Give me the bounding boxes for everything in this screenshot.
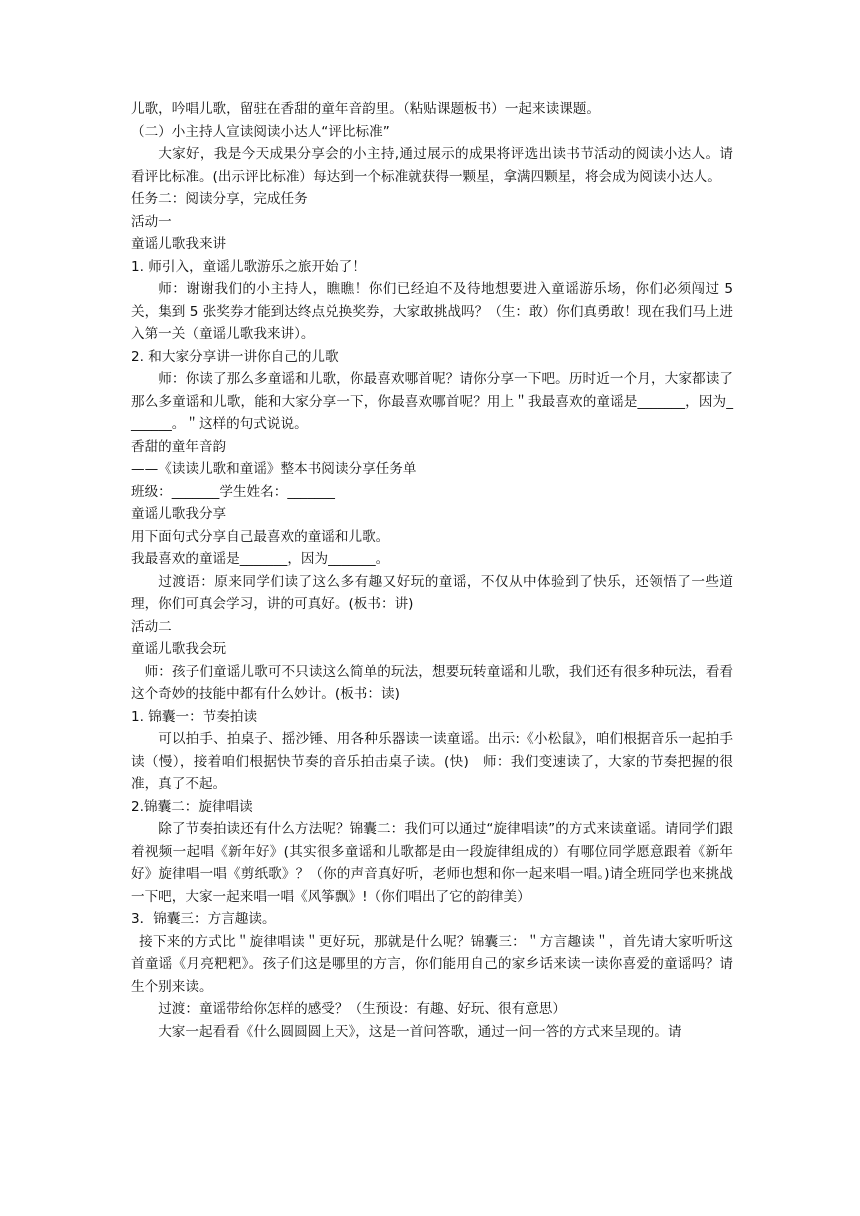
paragraph-8: 师：谢谢我们的小主持人，瞧瞧！你们已经迫不及待地想要进入童谣游乐场，你们必须闯过 5 关，集到 5 张奖券才能到达终点兑换奖券，大家敢挑战吗？（生：敢）你们真勇敢！现在我们马上进入第一关（童谣儿歌我来讲）。 <box>131 281 733 342</box>
paragraph-27: 过渡：童谣带给你怎样的感受？（生预设：有趣、好玩、很有意思） <box>158 1001 566 1017</box>
paragraph-4: 任务二：阅读分享，完成任务 <box>131 191 308 207</box>
paragraph-13: 班级：_______学生姓名：_______ <box>131 483 335 500</box>
paragraph-1: 儿歌，吟唱儿歌，留驻在香甜的童年音韵里。（粘贴课题板书）一起来读课题。 <box>131 101 600 117</box>
paragraph-21: 1. 锦囊一：节奏拍读 <box>131 708 258 725</box>
paragraph-10: 师：你读了那么多童谣和儿歌，你最喜欢哪首呢？请你分享一下吧。历时近一个月，大家都读了那么多童谣和儿歌，能和大家分享一下，你最喜欢哪首呢？用上＂我最喜欢的童谣是_______，因为_______。＂这样的句式说说。 <box>131 371 733 432</box>
paragraph-5: 活动一 <box>131 213 172 230</box>
paragraph-9: 2. 和大家分享讲一讲你自己的儿歌 <box>131 348 339 365</box>
paragraph-19: 童谣儿歌我会玩 <box>131 641 227 657</box>
document-page <box>131 98 733 1043</box>
paragraph-22: 可以拍手、拍桌子、摇沙锤、用各种乐器读一读童谣。出示:《小松鼠》，咱们根据音乐一起拍手读（慢），接着咱们根据快节奏的音乐拍击桌子读。(快) 师：我们变速读了，大家的节奏把握的很准，真了不起。 <box>131 731 733 792</box>
paragraph-7: 1. 师引入，童谣儿歌游乐之旅开始了！ <box>131 258 366 275</box>
paragraph-3: 大家好，我是今天成果分享会的小主持,通过展示的成果将评选出读书节活动的阅读小达人。请看评比标准。(出示评比标准）每达到一个标准就获得一颗星，拿满四颗星，将会成为阅读小达人。 <box>131 146 733 185</box>
paragraph-25: 3．锦囊三：方言趣读。 <box>131 911 276 927</box>
paragraph-28: 大家一起看看《什么圆圆圆上天》，这是一首问答歌，通过一问一答的方式来呈现的。请 <box>158 1023 682 1040</box>
paragraph-20: 师：孩子们童谣儿歌可不只读这么简单的玩法，想要玩转童谣和儿歌，我们还有很多种玩法，看看这个奇妙的技能中都有什么妙计。(板书：读) <box>131 663 733 702</box>
paragraph-15: 用下面句式分享自己最喜欢的童谣和儿歌。 <box>131 528 390 545</box>
paragraph-12: ——《读读儿歌和童谣》整本书阅读分享任务单 <box>131 461 417 477</box>
paragraph-23: 2.锦囊二：旋律唱读 <box>131 798 253 815</box>
paragraph-6: 童谣儿歌我来讲 <box>131 236 227 252</box>
paragraph-14: 童谣儿歌我分享 <box>131 506 227 522</box>
paragraph-2: （二）小主持人宣读阅读小达人“评比标准” <box>131 123 390 140</box>
paragraph-26: 接下来的方式比＂旋律唱读＂更好玩，那就是什么呢？锦囊三：＂方言趣读＂，首先请大家听听这首童谣《月亮粑粑》。孩子们这是哪里的方言，你们能用自己的家乡话来读一读你喜爱的童谣吗？请生个别来读。 <box>131 933 733 995</box>
paragraph-17: 过渡语：原来同学们读了这么多有趣又好玩的童谣，不仅从中体验到了快乐，还领悟了一些道理，你们可真会学习，讲的可真好。(板书：讲) <box>131 573 733 612</box>
paragraph-11: 香甜的童年音韵 <box>131 438 227 455</box>
paragraph-24: 除了节奏拍读还有什么方法呢？锦囊二：我们可以通过“旋律唱读”的方式来读童谣。请同学们跟着视频一起唱《新年好》(其实很多童谣和儿歌都是由一段旋律组成的）有哪位同学愿意跟着《新年好》旋律唱一唱《剪纸歌》？（你的声音真好听，老师也想和你一起来唱一唱。)请全班同学也来挑战一下吧，大家一起来唱一唱《风筝飘》!（你们唱出了它的韵律美） <box>131 821 733 905</box>
paragraph-16: 我最喜欢的童谣是_______，因为_______。 <box>131 551 390 567</box>
paragraph-18: 活动二 <box>131 618 172 635</box>
